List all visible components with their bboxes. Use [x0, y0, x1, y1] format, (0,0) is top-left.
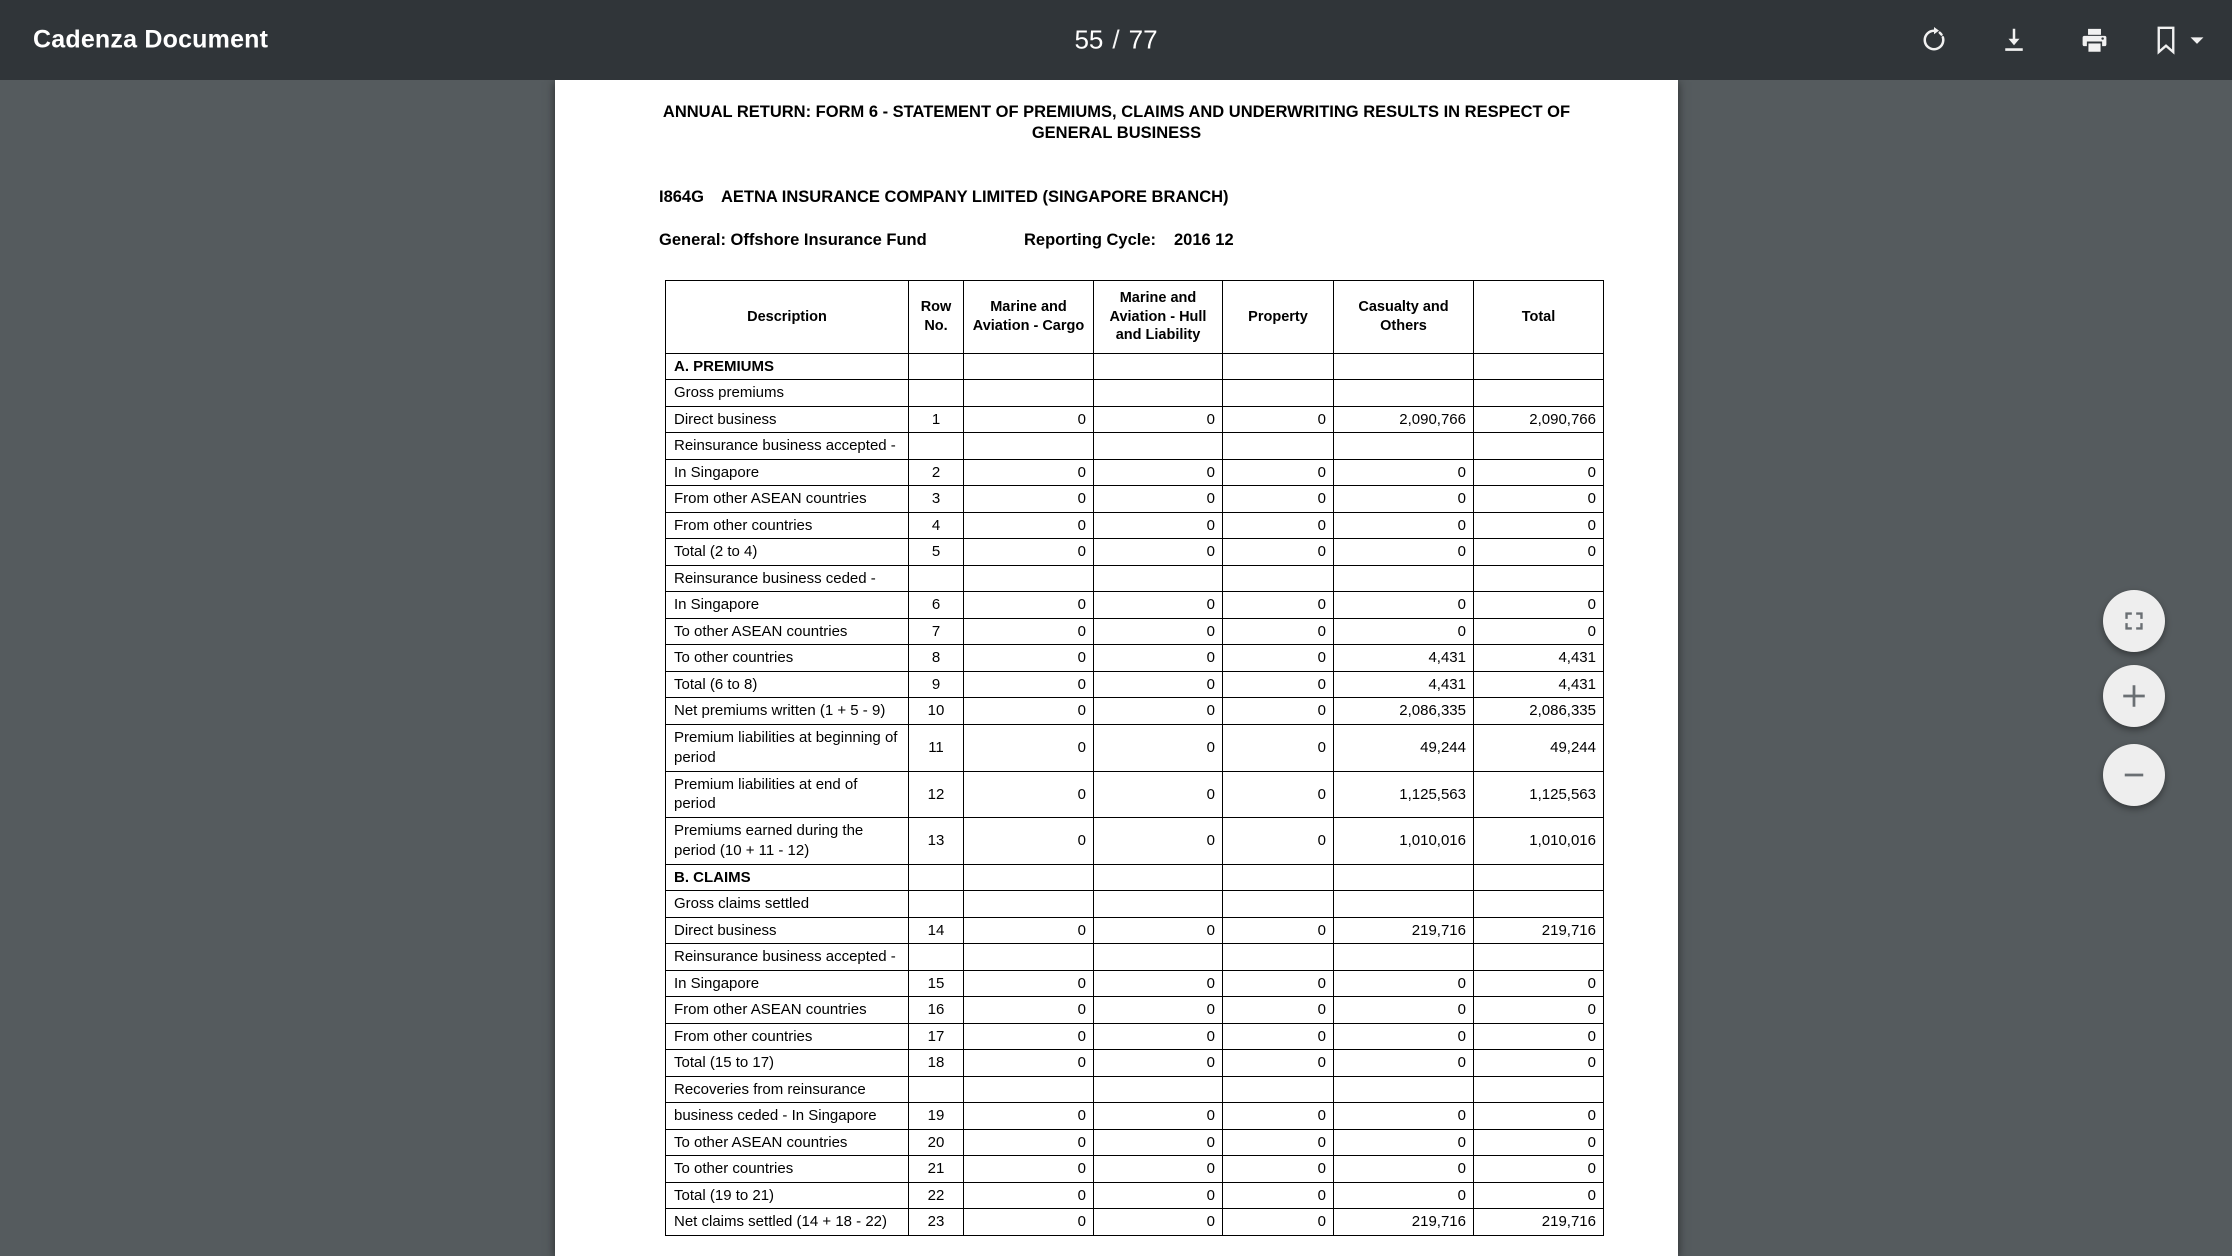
- row-number: [909, 380, 964, 407]
- cell-property: 0: [1223, 771, 1334, 817]
- cell-marine-aviation-cargo: 0: [964, 459, 1094, 486]
- cell-property: [1223, 433, 1334, 460]
- row-number: 10: [909, 698, 964, 725]
- table-row: [666, 406, 1604, 433]
- cell-property: 0: [1223, 997, 1334, 1024]
- cell-marine-aviation-hull-liability: 0: [1094, 671, 1223, 698]
- cell-marine-aviation-hull-liability: [1094, 433, 1223, 460]
- cell-casualty-others: 0: [1334, 592, 1474, 619]
- row-number: [909, 944, 964, 971]
- cell-casualty-others: [1334, 864, 1474, 891]
- reporting-cycle-label: Reporting Cycle:: [1024, 231, 1157, 250]
- row-description: B. CLAIMS: [666, 864, 909, 891]
- cell-marine-aviation-cargo: 0: [964, 1129, 1094, 1156]
- cell-total: [1474, 944, 1604, 971]
- cell-casualty-others: 2,090,766: [1334, 406, 1474, 433]
- cell-property: 0: [1223, 1156, 1334, 1183]
- row-description: Total (15 to 17): [666, 1050, 909, 1077]
- table-row: [666, 1156, 1604, 1183]
- cell-total: [1474, 433, 1604, 460]
- row-description: From other countries: [666, 512, 909, 539]
- page-separator: /: [1112, 24, 1120, 55]
- row-description: business ceded - In Singapore: [666, 1103, 909, 1130]
- cell-marine-aviation-hull-liability: [1094, 1076, 1223, 1103]
- column-header-marine-aviation-hull-liability: Marine and Aviation - Hull and Liability: [1094, 281, 1223, 354]
- cell-property: 0: [1223, 1050, 1334, 1077]
- row-number: 16: [909, 997, 964, 1024]
- cell-marine-aviation-hull-liability: 0: [1094, 645, 1223, 672]
- zoom-out-button[interactable]: [2103, 744, 2165, 806]
- document-viewer[interactable]: [0, 80, 2232, 1256]
- row-description: To other countries: [666, 1156, 909, 1183]
- row-number: 8: [909, 645, 964, 672]
- chevron-down-icon[interactable]: [2188, 31, 2206, 49]
- cell-property: 0: [1223, 1182, 1334, 1209]
- table-row: [666, 970, 1604, 997]
- cell-property: [1223, 1076, 1334, 1103]
- page-indicator: [0, 25, 2232, 56]
- table-row: [666, 891, 1604, 918]
- cell-marine-aviation-cargo: 0: [964, 618, 1094, 645]
- cell-total: 1,010,016: [1474, 817, 1604, 864]
- reporting-cycle-value: 2016 12: [1174, 231, 1234, 250]
- cell-property: 0: [1223, 970, 1334, 997]
- row-description: Net claims settled (14 + 18 - 22): [666, 1209, 909, 1236]
- cell-total: 0: [1474, 1182, 1604, 1209]
- top-toolbar: [0, 0, 2232, 80]
- cell-marine-aviation-hull-liability: 0: [1094, 917, 1223, 944]
- cell-marine-aviation-hull-liability: [1094, 944, 1223, 971]
- table-row: [666, 1182, 1604, 1209]
- cell-casualty-others: 0: [1334, 486, 1474, 513]
- cell-marine-aviation-hull-liability: 0: [1094, 539, 1223, 566]
- cell-casualty-others: [1334, 380, 1474, 407]
- row-description: Gross claims settled: [666, 891, 909, 918]
- row-description: Gross premiums: [666, 380, 909, 407]
- column-header-property: Property: [1223, 281, 1334, 354]
- cell-property: 0: [1223, 459, 1334, 486]
- cell-total: 0: [1474, 592, 1604, 619]
- table-row: [666, 724, 1604, 771]
- cell-total: 4,431: [1474, 645, 1604, 672]
- table-row: [666, 698, 1604, 725]
- row-number: 7: [909, 618, 964, 645]
- row-description: To other ASEAN countries: [666, 1129, 909, 1156]
- row-description: Direct business: [666, 917, 909, 944]
- cell-marine-aviation-hull-liability: 0: [1094, 1156, 1223, 1183]
- cell-marine-aviation-cargo: 0: [964, 1182, 1094, 1209]
- table-row: [666, 592, 1604, 619]
- row-number: 21: [909, 1156, 964, 1183]
- cell-casualty-others: 4,431: [1334, 671, 1474, 698]
- cell-total: 2,090,766: [1474, 406, 1604, 433]
- row-description: Total (2 to 4): [666, 539, 909, 566]
- row-number: 18: [909, 1050, 964, 1077]
- cell-marine-aviation-cargo: 0: [964, 645, 1094, 672]
- document-meta: [555, 188, 1678, 250]
- cell-property: 0: [1223, 645, 1334, 672]
- cell-property: 0: [1223, 917, 1334, 944]
- row-description: Reinsurance business accepted -: [666, 944, 909, 971]
- cell-casualty-others: [1334, 433, 1474, 460]
- row-description: A. PREMIUMS: [666, 353, 909, 380]
- company-name: AETNA INSURANCE COMPANY LIMITED (SINGAPORE BRANCH): [721, 188, 1229, 207]
- download-icon: [1999, 25, 2029, 55]
- cell-total: 0: [1474, 1023, 1604, 1050]
- row-description: Net premiums written (1 + 5 - 9): [666, 698, 909, 725]
- cell-property: 0: [1223, 724, 1334, 771]
- cell-marine-aviation-cargo: [964, 864, 1094, 891]
- cell-marine-aviation-cargo: 0: [964, 724, 1094, 771]
- row-description: To other ASEAN countries: [666, 618, 909, 645]
- cell-casualty-others: 0: [1334, 512, 1474, 539]
- cell-property: [1223, 891, 1334, 918]
- rotate-clockwise-button[interactable]: [1906, 12, 1962, 68]
- cell-marine-aviation-cargo: 0: [964, 1209, 1094, 1236]
- row-description: Recoveries from reinsurance: [666, 1076, 909, 1103]
- cell-casualty-others: 219,716: [1334, 917, 1474, 944]
- cell-casualty-others: 4,431: [1334, 645, 1474, 672]
- cell-total: 0: [1474, 1050, 1604, 1077]
- cell-marine-aviation-hull-liability: 0: [1094, 459, 1223, 486]
- cell-marine-aviation-cargo: 0: [964, 817, 1094, 864]
- cell-marine-aviation-hull-liability: 0: [1094, 1103, 1223, 1130]
- column-header-casualty-others: Casualty and Others: [1334, 281, 1474, 354]
- cell-casualty-others: 0: [1334, 1129, 1474, 1156]
- table-row: [666, 771, 1604, 817]
- cell-property: 0: [1223, 592, 1334, 619]
- cell-casualty-others: 0: [1334, 1023, 1474, 1050]
- table-row: [666, 512, 1604, 539]
- cell-marine-aviation-hull-liability: 0: [1094, 698, 1223, 725]
- cell-casualty-others: 0: [1334, 618, 1474, 645]
- row-number: [909, 565, 964, 592]
- bookmark-menu[interactable]: [2146, 12, 2206, 68]
- row-description: From other countries: [666, 1023, 909, 1050]
- row-number: 11: [909, 724, 964, 771]
- row-description: Premiums earned during the period (10 + 11 - 12): [666, 817, 909, 864]
- cell-marine-aviation-cargo: [964, 1076, 1094, 1103]
- row-number: 4: [909, 512, 964, 539]
- cell-total: 0: [1474, 1129, 1604, 1156]
- cell-marine-aviation-hull-liability: 0: [1094, 724, 1223, 771]
- cell-casualty-others: [1334, 353, 1474, 380]
- cell-casualty-others: 0: [1334, 997, 1474, 1024]
- cell-casualty-others: 49,244: [1334, 724, 1474, 771]
- row-number: 3: [909, 486, 964, 513]
- row-number: 1: [909, 406, 964, 433]
- row-number: 2: [909, 459, 964, 486]
- cell-property: 0: [1223, 512, 1334, 539]
- cell-marine-aviation-hull-liability: [1094, 565, 1223, 592]
- cell-casualty-others: 1,010,016: [1334, 817, 1474, 864]
- row-number: 12: [909, 771, 964, 817]
- document-title: ANNUAL RETURN: FORM 6 - STATEMENT OF PREMIUMS, CLAIMS AND UNDERWRITING RESULTS IN RESPECT OF GENERAL BUSINESS: [662, 103, 1571, 143]
- cell-marine-aviation-cargo: [964, 380, 1094, 407]
- cell-total: 4,431: [1474, 671, 1604, 698]
- cell-total: 49,244: [1474, 724, 1604, 771]
- bookmark-icon[interactable]: [2146, 12, 2186, 68]
- row-number: [909, 1076, 964, 1103]
- plus-icon: [2119, 681, 2149, 711]
- table-header: [666, 281, 1604, 354]
- minus-icon: [2119, 760, 2149, 790]
- cell-marine-aviation-cargo: [964, 353, 1094, 380]
- cell-marine-aviation-hull-liability: 0: [1094, 512, 1223, 539]
- cell-total: 0: [1474, 618, 1604, 645]
- cell-marine-aviation-hull-liability: 0: [1094, 970, 1223, 997]
- cell-marine-aviation-hull-liability: 0: [1094, 1050, 1223, 1077]
- cell-marine-aviation-hull-liability: 0: [1094, 997, 1223, 1024]
- fit-to-screen-button[interactable]: [2103, 590, 2165, 652]
- table-body: [666, 353, 1604, 1235]
- app-title: Cadenza Document: [33, 25, 269, 54]
- cell-casualty-others: 219,716: [1334, 1209, 1474, 1236]
- cell-total: [1474, 891, 1604, 918]
- column-header-description: Description: [666, 281, 909, 354]
- cell-total: 0: [1474, 970, 1604, 997]
- table-row: [666, 353, 1604, 380]
- cell-marine-aviation-cargo: 0: [964, 997, 1094, 1024]
- cell-marine-aviation-hull-liability: [1094, 864, 1223, 891]
- cell-marine-aviation-cargo: 0: [964, 917, 1094, 944]
- cell-property: 0: [1223, 618, 1334, 645]
- table-row: [666, 645, 1604, 672]
- fund-and-cycle-line: [659, 231, 1678, 250]
- toolbar-actions: [1906, 12, 2206, 68]
- cell-property: 0: [1223, 698, 1334, 725]
- company-code: I864G: [659, 188, 704, 207]
- row-description: In Singapore: [666, 459, 909, 486]
- table-row: [666, 1129, 1604, 1156]
- cell-marine-aviation-cargo: 0: [964, 698, 1094, 725]
- table-row: [666, 433, 1604, 460]
- cell-property: 0: [1223, 817, 1334, 864]
- cell-marine-aviation-cargo: 0: [964, 970, 1094, 997]
- column-header-total: Total: [1474, 281, 1604, 354]
- table-row: [666, 671, 1604, 698]
- cell-property: 0: [1223, 1209, 1334, 1236]
- row-number: 19: [909, 1103, 964, 1130]
- cell-total: 1,125,563: [1474, 771, 1604, 817]
- cell-marine-aviation-cargo: 0: [964, 1103, 1094, 1130]
- cell-property: [1223, 565, 1334, 592]
- row-number: 5: [909, 539, 964, 566]
- cell-marine-aviation-hull-liability: 0: [1094, 1209, 1223, 1236]
- cell-property: 0: [1223, 406, 1334, 433]
- cell-casualty-others: 1,125,563: [1334, 771, 1474, 817]
- table-row: [666, 917, 1604, 944]
- company-line: [659, 188, 1678, 207]
- row-number: 6: [909, 592, 964, 619]
- cell-total: 0: [1474, 1156, 1604, 1183]
- zoom-in-button[interactable]: [2103, 665, 2165, 727]
- cell-total: [1474, 565, 1604, 592]
- cell-marine-aviation-cargo: 0: [964, 1050, 1094, 1077]
- cell-total: 0: [1474, 997, 1604, 1024]
- row-description: Premium liabilities at beginning of period: [666, 724, 909, 771]
- cell-marine-aviation-cargo: 0: [964, 1156, 1094, 1183]
- cell-marine-aviation-cargo: 0: [964, 592, 1094, 619]
- table-row: [666, 565, 1604, 592]
- cell-marine-aviation-cargo: [964, 891, 1094, 918]
- row-number: [909, 891, 964, 918]
- cell-casualty-others: 0: [1334, 539, 1474, 566]
- fit-to-screen-icon: [2121, 608, 2147, 634]
- cell-marine-aviation-cargo: 0: [964, 512, 1094, 539]
- cell-marine-aviation-cargo: 0: [964, 406, 1094, 433]
- table-row: [666, 1209, 1604, 1236]
- cell-total: 0: [1474, 1103, 1604, 1130]
- cell-marine-aviation-hull-liability: 0: [1094, 1023, 1223, 1050]
- cell-property: 0: [1223, 1103, 1334, 1130]
- cell-casualty-others: 0: [1334, 1156, 1474, 1183]
- row-number: [909, 433, 964, 460]
- table-row: [666, 1023, 1604, 1050]
- row-description: From other ASEAN countries: [666, 997, 909, 1024]
- cell-total: [1474, 864, 1604, 891]
- table-row: [666, 817, 1604, 864]
- form6-table: [665, 280, 1604, 1236]
- cell-marine-aviation-cargo: 0: [964, 1023, 1094, 1050]
- cell-marine-aviation-hull-liability: [1094, 353, 1223, 380]
- row-number: 13: [909, 817, 964, 864]
- cell-marine-aviation-hull-liability: 0: [1094, 486, 1223, 513]
- table-row: [666, 486, 1604, 513]
- table-row: [666, 1050, 1604, 1077]
- total-page-count: 77: [1128, 24, 1158, 55]
- cell-total: 0: [1474, 539, 1604, 566]
- row-number: 17: [909, 1023, 964, 1050]
- print-icon: [2079, 25, 2110, 56]
- cell-property: [1223, 944, 1334, 971]
- cell-total: [1474, 353, 1604, 380]
- cell-casualty-others: 0: [1334, 1182, 1474, 1209]
- row-description: Direct business: [666, 406, 909, 433]
- cell-total: 2,086,335: [1474, 698, 1604, 725]
- print-button[interactable]: [2066, 12, 2122, 68]
- row-description: Reinsurance business ceded -: [666, 565, 909, 592]
- cell-marine-aviation-cargo: 0: [964, 671, 1094, 698]
- rotate-clockwise-icon: [1919, 25, 1949, 55]
- cell-casualty-others: [1334, 1076, 1474, 1103]
- row-number: 14: [909, 917, 964, 944]
- download-button[interactable]: [1986, 12, 2042, 68]
- cell-marine-aviation-hull-liability: 0: [1094, 618, 1223, 645]
- row-number: 15: [909, 970, 964, 997]
- cell-casualty-others: 0: [1334, 459, 1474, 486]
- cell-property: 0: [1223, 539, 1334, 566]
- fund-name: General: Offshore Insurance Fund: [659, 231, 927, 250]
- cell-marine-aviation-cargo: 0: [964, 486, 1094, 513]
- cell-property: 0: [1223, 1023, 1334, 1050]
- cell-total: 219,716: [1474, 917, 1604, 944]
- row-number: [909, 353, 964, 380]
- table-row: [666, 1076, 1604, 1103]
- column-header-row-no: Row No.: [909, 281, 964, 354]
- row-description: To other countries: [666, 645, 909, 672]
- table-header-row: [666, 281, 1604, 354]
- table-row: [666, 618, 1604, 645]
- cell-property: 0: [1223, 486, 1334, 513]
- cell-marine-aviation-hull-liability: 0: [1094, 1129, 1223, 1156]
- cell-casualty-others: 0: [1334, 970, 1474, 997]
- row-description: From other ASEAN countries: [666, 486, 909, 513]
- table-row: [666, 1103, 1604, 1130]
- cell-casualty-others: 0: [1334, 1103, 1474, 1130]
- cell-casualty-others: [1334, 944, 1474, 971]
- row-description: In Singapore: [666, 970, 909, 997]
- row-description: Total (6 to 8): [666, 671, 909, 698]
- cell-casualty-others: [1334, 891, 1474, 918]
- cell-casualty-others: [1334, 565, 1474, 592]
- row-number: 9: [909, 671, 964, 698]
- row-description: Total (19 to 21): [666, 1182, 909, 1209]
- table-row: [666, 864, 1604, 891]
- cell-property: 0: [1223, 1129, 1334, 1156]
- cell-casualty-others: 2,086,335: [1334, 698, 1474, 725]
- row-description: In Singapore: [666, 592, 909, 619]
- cell-total: [1474, 1076, 1604, 1103]
- cell-total: 0: [1474, 459, 1604, 486]
- cell-casualty-others: 0: [1334, 1050, 1474, 1077]
- cell-marine-aviation-hull-liability: [1094, 380, 1223, 407]
- cell-property: [1223, 353, 1334, 380]
- row-number: [909, 864, 964, 891]
- cell-marine-aviation-cargo: [964, 433, 1094, 460]
- cell-marine-aviation-cargo: 0: [964, 539, 1094, 566]
- row-description: Reinsurance business accepted -: [666, 433, 909, 460]
- cell-marine-aviation-hull-liability: 0: [1094, 1182, 1223, 1209]
- cell-marine-aviation-hull-liability: 0: [1094, 771, 1223, 817]
- row-number: 23: [909, 1209, 964, 1236]
- cell-property: [1223, 864, 1334, 891]
- row-number: 20: [909, 1129, 964, 1156]
- cell-total: 219,716: [1474, 1209, 1604, 1236]
- cell-total: 0: [1474, 512, 1604, 539]
- cell-property: 0: [1223, 671, 1334, 698]
- current-page-number[interactable]: 55: [1074, 24, 1104, 55]
- table-row: [666, 539, 1604, 566]
- table-row: [666, 944, 1604, 971]
- row-description: Premium liabilities at end of period: [666, 771, 909, 817]
- cell-marine-aviation-cargo: 0: [964, 771, 1094, 817]
- column-header-marine-aviation-cargo: Marine and Aviation - Cargo: [964, 281, 1094, 354]
- cell-total: [1474, 380, 1604, 407]
- table-row: [666, 997, 1604, 1024]
- cell-property: [1223, 380, 1334, 407]
- cell-marine-aviation-hull-liability: 0: [1094, 817, 1223, 864]
- cell-marine-aviation-cargo: [964, 565, 1094, 592]
- cell-marine-aviation-hull-liability: [1094, 891, 1223, 918]
- table-row: [666, 459, 1604, 486]
- cell-marine-aviation-hull-liability: 0: [1094, 406, 1223, 433]
- row-number: 22: [909, 1182, 964, 1209]
- table-row: [666, 380, 1604, 407]
- cell-marine-aviation-cargo: [964, 944, 1094, 971]
- cell-total: 0: [1474, 486, 1604, 513]
- cell-marine-aviation-hull-liability: 0: [1094, 592, 1223, 619]
- document-page: [555, 80, 1678, 1256]
